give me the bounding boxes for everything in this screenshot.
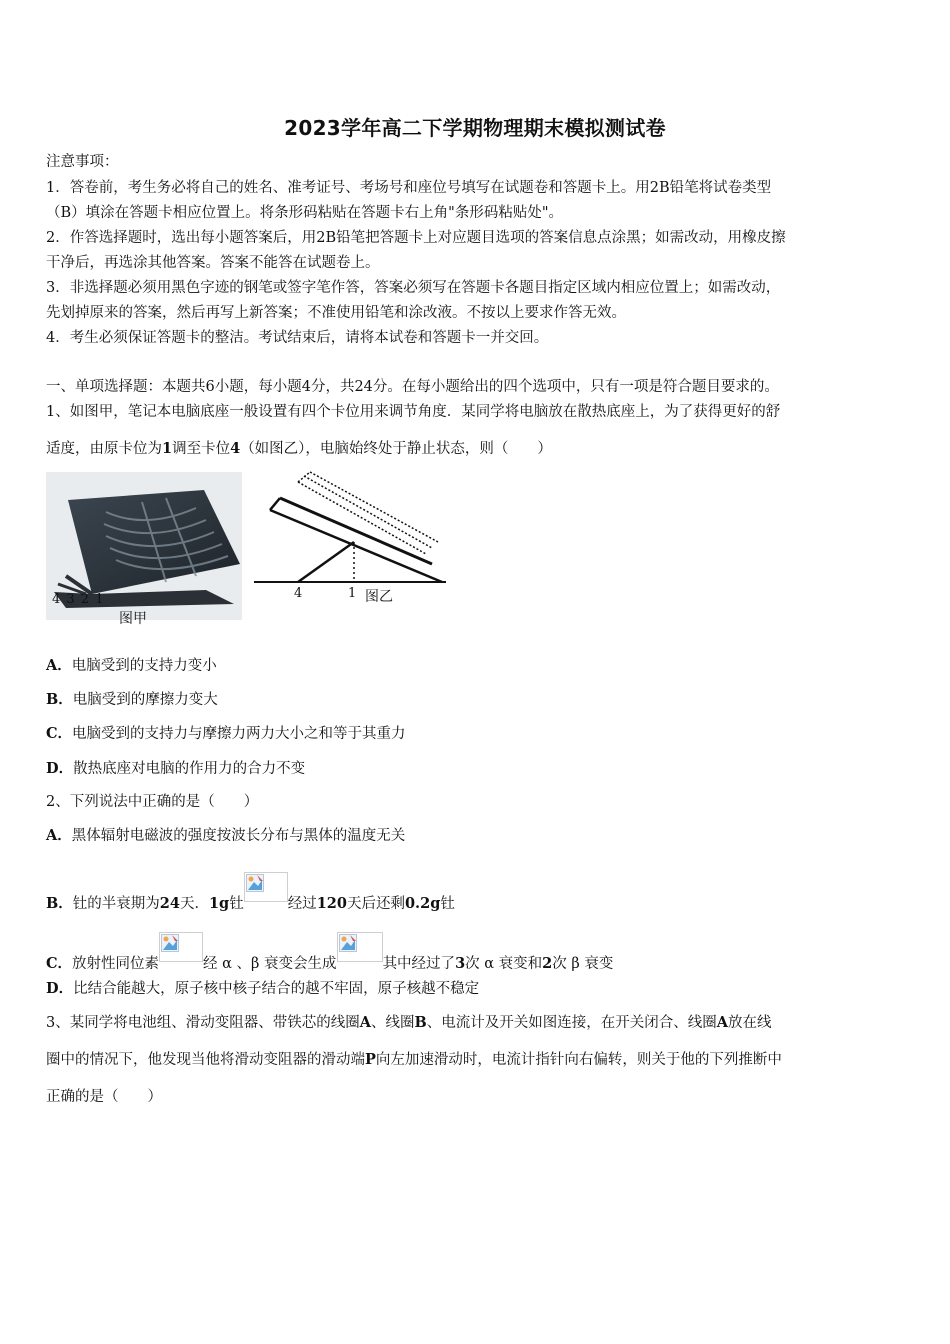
notice-line-1: 1．答卷前，考生务必将自己的姓名、准考证号、考场号和座位号填写在试题卷和答题卡上。用2B铅笔将试卷类型	[46, 180, 772, 196]
q2-option-b: B．钍的半衰期为24天．1g钍 经过120天后还剩0.2g钍	[46, 872, 455, 914]
page-title: 2023学年高二下学期物理期末模拟测试卷	[284, 116, 666, 140]
q1-option-d: D．散热底座对电脑的作用力的合力不变	[46, 760, 306, 777]
notice-line-6: 先划掉原来的答案，然后再写上新答案；不准使用铅笔和涂改液。不按以上要求作答无效。	[46, 305, 626, 321]
notice-line-7: 4．考生必须保证答题卡的整洁。考试结束后，请将本试卷和答题卡一并交回。	[46, 330, 549, 346]
q2-option-a: A．黑体辐射电磁波的强度按波长分布与黑体的温度无关	[46, 827, 406, 844]
figure-jia-caption: 图甲	[119, 611, 147, 627]
notice-line-5: 3．非选择题必须用黑色字迹的钢笔或签字笔作答，答案必须写在答题卡各题目指定区域内相应位置上；如需改动，	[46, 280, 781, 296]
notice-heading: 注意事项：	[46, 154, 119, 170]
stand-angle-diagram	[250, 468, 450, 612]
notice-line-2: （B）填涂在答题卡相应位置上。将条形码粘贴在答题卡右上角"条形码粘贴处"。	[46, 205, 563, 221]
photo-slot-numbers: 4 3 2 1	[52, 592, 105, 607]
figure-yi-caption: 图乙	[365, 589, 393, 605]
q2-stem: 2、下列说法中正确的是（ ）	[46, 794, 259, 810]
notice-line-3: 2．作答选择题时，选出每小题答案后，用2B铅笔把答题卡上对应题目选项的答案信息点涂黑；如需改动，用橡皮擦	[46, 230, 786, 246]
broken-image-icon	[337, 932, 383, 962]
q1-stem-line-1: 1、如图甲，笔记本电脑底座一般设置有四个卡位用来调节角度．某同学将电脑放在散热底座上，为了获得更好的舒	[46, 404, 781, 420]
q1-stem-line-2: 适度，由原卡位为1调至卡位4（如图乙），电脑始终处于静止状态，则（ ）	[46, 440, 552, 457]
q1-option-a: A．电脑受到的支持力变小	[46, 657, 217, 674]
section-heading: 一、单项选择题：本题共6小题，每小题4分，共24分。在每小题给出的四个选项中，只有一项是符合题目要求的。	[46, 379, 779, 395]
q2-option-d: D．比结合能越大，原子核中核子结合的越不牢固，原子核越不稳定	[46, 980, 480, 997]
q3-stem-line-1: 3、某同学将电池组、滑动变阻器、带铁芯的线圈A、线圈B、电流计及开关如图连接，在开关闭合、线圈A放在线	[46, 1014, 772, 1031]
q3-stem-line-3: 正确的是（ ）	[46, 1089, 162, 1105]
diagram-label-1: 1	[348, 586, 357, 601]
diagram-label-4: 4	[294, 586, 303, 601]
q1-option-c: C．电脑受到的支持力与摩擦力两力大小之和等于其重力	[46, 725, 406, 742]
q1-option-b: B．电脑受到的摩擦力变大	[46, 691, 218, 708]
notice-line-4: 干净后，再选涂其他答案。答案不能答在试题卷上。	[46, 255, 380, 271]
q3-stem-line-2: 圈中的情况下，他发现当他将滑动变阻器的滑动端P向左加速滑动时，电流计指针向右偏转，则关于他的下列推断中	[46, 1051, 782, 1068]
broken-image-icon	[244, 872, 288, 902]
broken-image-icon	[159, 932, 203, 962]
q2-option-c: C．放射性同位素 经 α 、β 衰变会生成 其中经过了3次 α 衰变和2次 β 衰变	[46, 932, 613, 974]
